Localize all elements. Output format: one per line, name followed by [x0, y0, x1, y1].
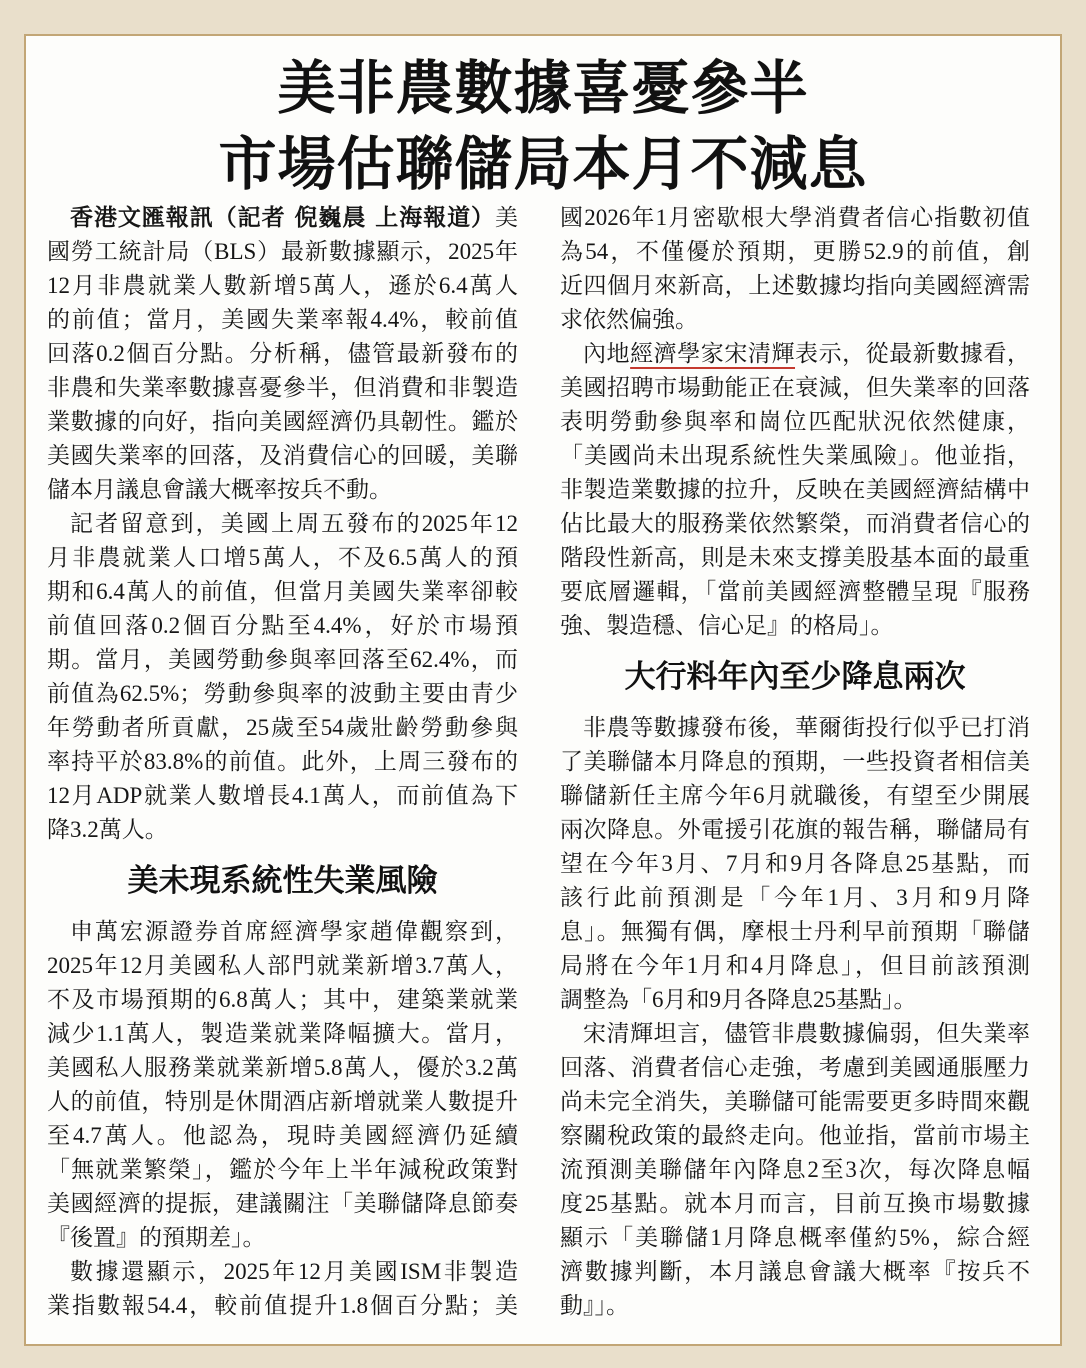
paragraph [47, 201, 518, 507]
text-line: 率持平於83.8%的前值。此外，上周三發布的 [47, 749, 518, 774]
text-line: 期。當月，美國勞動參與率回落至62.4%，而 [47, 647, 518, 672]
text-line: 兩次降息。外電援引花旗的報告稱，聯儲局有 [560, 817, 1030, 842]
text-line: 不及市場預期的6.8萬人；其中，建築業就業 [47, 987, 518, 1012]
text-fragment: 表示，從最新數據看， [795, 341, 1031, 366]
headline-line-1: 美非農數據喜憂參半 [277, 54, 809, 122]
text-line: 『後置』的預期差」。 [47, 1225, 266, 1250]
paragraph [47, 507, 518, 847]
text-line: 國2026年1月密歇根大學消費者信心指數初值 [560, 205, 1030, 230]
text-line: 宋清輝坦言，儘管非農數據偏弱，但失業率 [583, 1021, 1030, 1046]
text-line: 表明勞動參與率和崗位匹配狀況依然健康， [560, 409, 1030, 434]
text-line: 尚未完全消失，美聯儲可能需要更多時間來觀 [560, 1089, 1030, 1114]
text-line [47, 201, 518, 235]
left-column [47, 201, 518, 1323]
text-line: 局將在今年1月和4月降息」，但目前該預測 [560, 953, 1030, 978]
text-line: 降3.2萬人。 [47, 817, 168, 842]
text-line: 息」。無獨有偶，摩根士丹利早前預期「聯儲 [560, 919, 1030, 944]
text-line: 「無就業繁榮」，鑑於今年上半年減稅政策對 [47, 1157, 518, 1182]
text-line: 聯儲新任主席今年6月就職後，有望至少開展 [560, 783, 1030, 808]
paragraph [560, 337, 1030, 643]
text-line: 前值為62.5%；勞動參與率的波動主要由青少 [47, 681, 518, 706]
text-line: 要底層邏輯，「當前美國經濟整體呈現『服務 [560, 579, 1030, 604]
text-line: 美國經濟的提振，建議關注「美聯儲降息節奏 [47, 1191, 518, 1216]
text-line [560, 337, 1030, 371]
text-line: 數據還顯示，2025年12月美國ISM非製造 [70, 1259, 518, 1284]
text-line: 濟數據判斷，本月議息會議大概率『按兵不 [560, 1259, 1030, 1284]
text-line: 階段性新高，則是未來支撐美股基本面的最重 [560, 545, 1030, 570]
paragraph [47, 915, 518, 1255]
headline [0, 50, 1086, 202]
byline: 香港文匯報訊（記者 倪巍晨 上海報道） [70, 205, 495, 231]
text-line: 非製造業數據的拉升，反映在美國經濟結構中 [560, 477, 1030, 502]
text-line: 佔比最大的服務業依然繁榮，而消費者信心的 [560, 511, 1030, 536]
section-heading: 大行料年內至少降息兩次 [624, 659, 966, 695]
section-heading: 美未現系統性失業風險 [127, 863, 438, 899]
text-line: 至4.7萬人。他認為，現時美國經濟仍延續 [47, 1123, 518, 1148]
text-line: 流預測美聯儲年內降息2至3次，每次降息幅 [560, 1157, 1030, 1182]
text-line: 回落0.2個百分點。分析稱，儘管最新發布的 [47, 341, 518, 366]
text-line: 人的前值，特別是休閒酒店新增就業人數提升 [47, 1089, 518, 1114]
text-line: 非農等數據發布後，華爾街投行似乎已打消 [583, 715, 1030, 740]
highlighted-name: 經濟學家宋清輝 [630, 341, 796, 366]
text-line: 度25基點。就本月而言，目前互換市場數據 [560, 1191, 1030, 1216]
text-line: 年勞動者所貢獻，25歲至54歲壯齡勞動參與 [47, 715, 518, 740]
text-line: 期和6.4萬人的前值，但當月美國失業率卻較 [47, 579, 518, 604]
text-line: 國勞工統計局（BLS）最新數據顯示，2025年 [47, 239, 518, 264]
text-line: 了美聯儲本月降息的預期，一些投資者相信美 [560, 749, 1030, 774]
text-line: 12月非農就業人數新增5萬人，遜於6.4萬人 [47, 273, 518, 298]
text-line: 動』」。 [560, 1293, 629, 1318]
text-line: 的前值；當月，美國失業率報4.4%，較前值 [47, 307, 518, 332]
paragraph [560, 711, 1030, 1017]
text-line: 「美國尚未出現系統性失業風險」。他並指， [560, 443, 1030, 468]
text-line: 減少1.1萬人，製造業就業降幅擴大。當月， [47, 1021, 518, 1046]
text-line: 記者留意到，美國上周五發布的2025年12 [70, 511, 518, 536]
text-line: 求依然偏強。 [560, 307, 698, 332]
text-line: 強、製造穩、信心足』的格局」。 [560, 613, 894, 638]
paragraph [47, 1255, 518, 1323]
text-line: 非農和失業率數據喜憂參半，但消費和非製造 [47, 375, 518, 400]
text-line: 12月ADP就業人數增長4.1萬人，而前值為下 [47, 783, 518, 808]
text-line: 業數據的向好，指向美國經濟仍具韌性。鑑於 [47, 409, 518, 434]
text-line: 調整為「6月和9月各降息25基點」。 [560, 987, 917, 1012]
paragraph [560, 201, 1030, 337]
text-fragment: 內地 [583, 341, 631, 366]
text-line: 美國私人服務業就業新增5.8萬人，優於3.2萬 [47, 1055, 518, 1080]
text-line: 該行此前預測是「今年1月、3月和9月降 [560, 885, 1030, 910]
text-line: 為54，不僅優於預期，更勝52.9的前值，創 [560, 239, 1030, 264]
paragraph [560, 1017, 1030, 1323]
text-line: 察關稅政策的最終走向。他並指，當前市場主 [560, 1123, 1030, 1148]
text-line: 回落、消費者信心走強，考慮到美國通脹壓力 [560, 1055, 1030, 1080]
text-line: 美國招聘市場動能正在衰減，但失業率的回落 [560, 375, 1030, 400]
text-line: 月非農就業人口增5萬人，不及6.5萬人的預 [47, 545, 518, 570]
text-line: 望在今年3月、7月和9月各降息25基點，而 [560, 851, 1030, 876]
text-line: 業指數報54.4，較前值提升1.8個百分點；美 [47, 1293, 518, 1318]
text-line: 儲本月議息會議大概率按兵不動。 [47, 477, 392, 502]
text-fragment: 美 [495, 205, 518, 230]
text-line: 美國失業率的回落，及消費信心的回暖，美聯 [47, 443, 518, 468]
text-line: 前值回落0.2個百分點至4.4%，好於市場預 [47, 613, 518, 638]
text-line: 顯示「美聯儲1月降息概率僅約5%，綜合經 [560, 1225, 1030, 1250]
right-column [560, 201, 1030, 1323]
headline-line-2: 市場估聯儲局本月不減息 [218, 130, 868, 198]
text-line: 申萬宏源證券首席經濟學家趙偉觀察到， [70, 919, 518, 944]
text-line: 近四個月來新高，上述數據均指向美國經濟需 [560, 273, 1030, 298]
text-line: 2025年12月美國私人部門就業新增3.7萬人， [47, 953, 518, 978]
